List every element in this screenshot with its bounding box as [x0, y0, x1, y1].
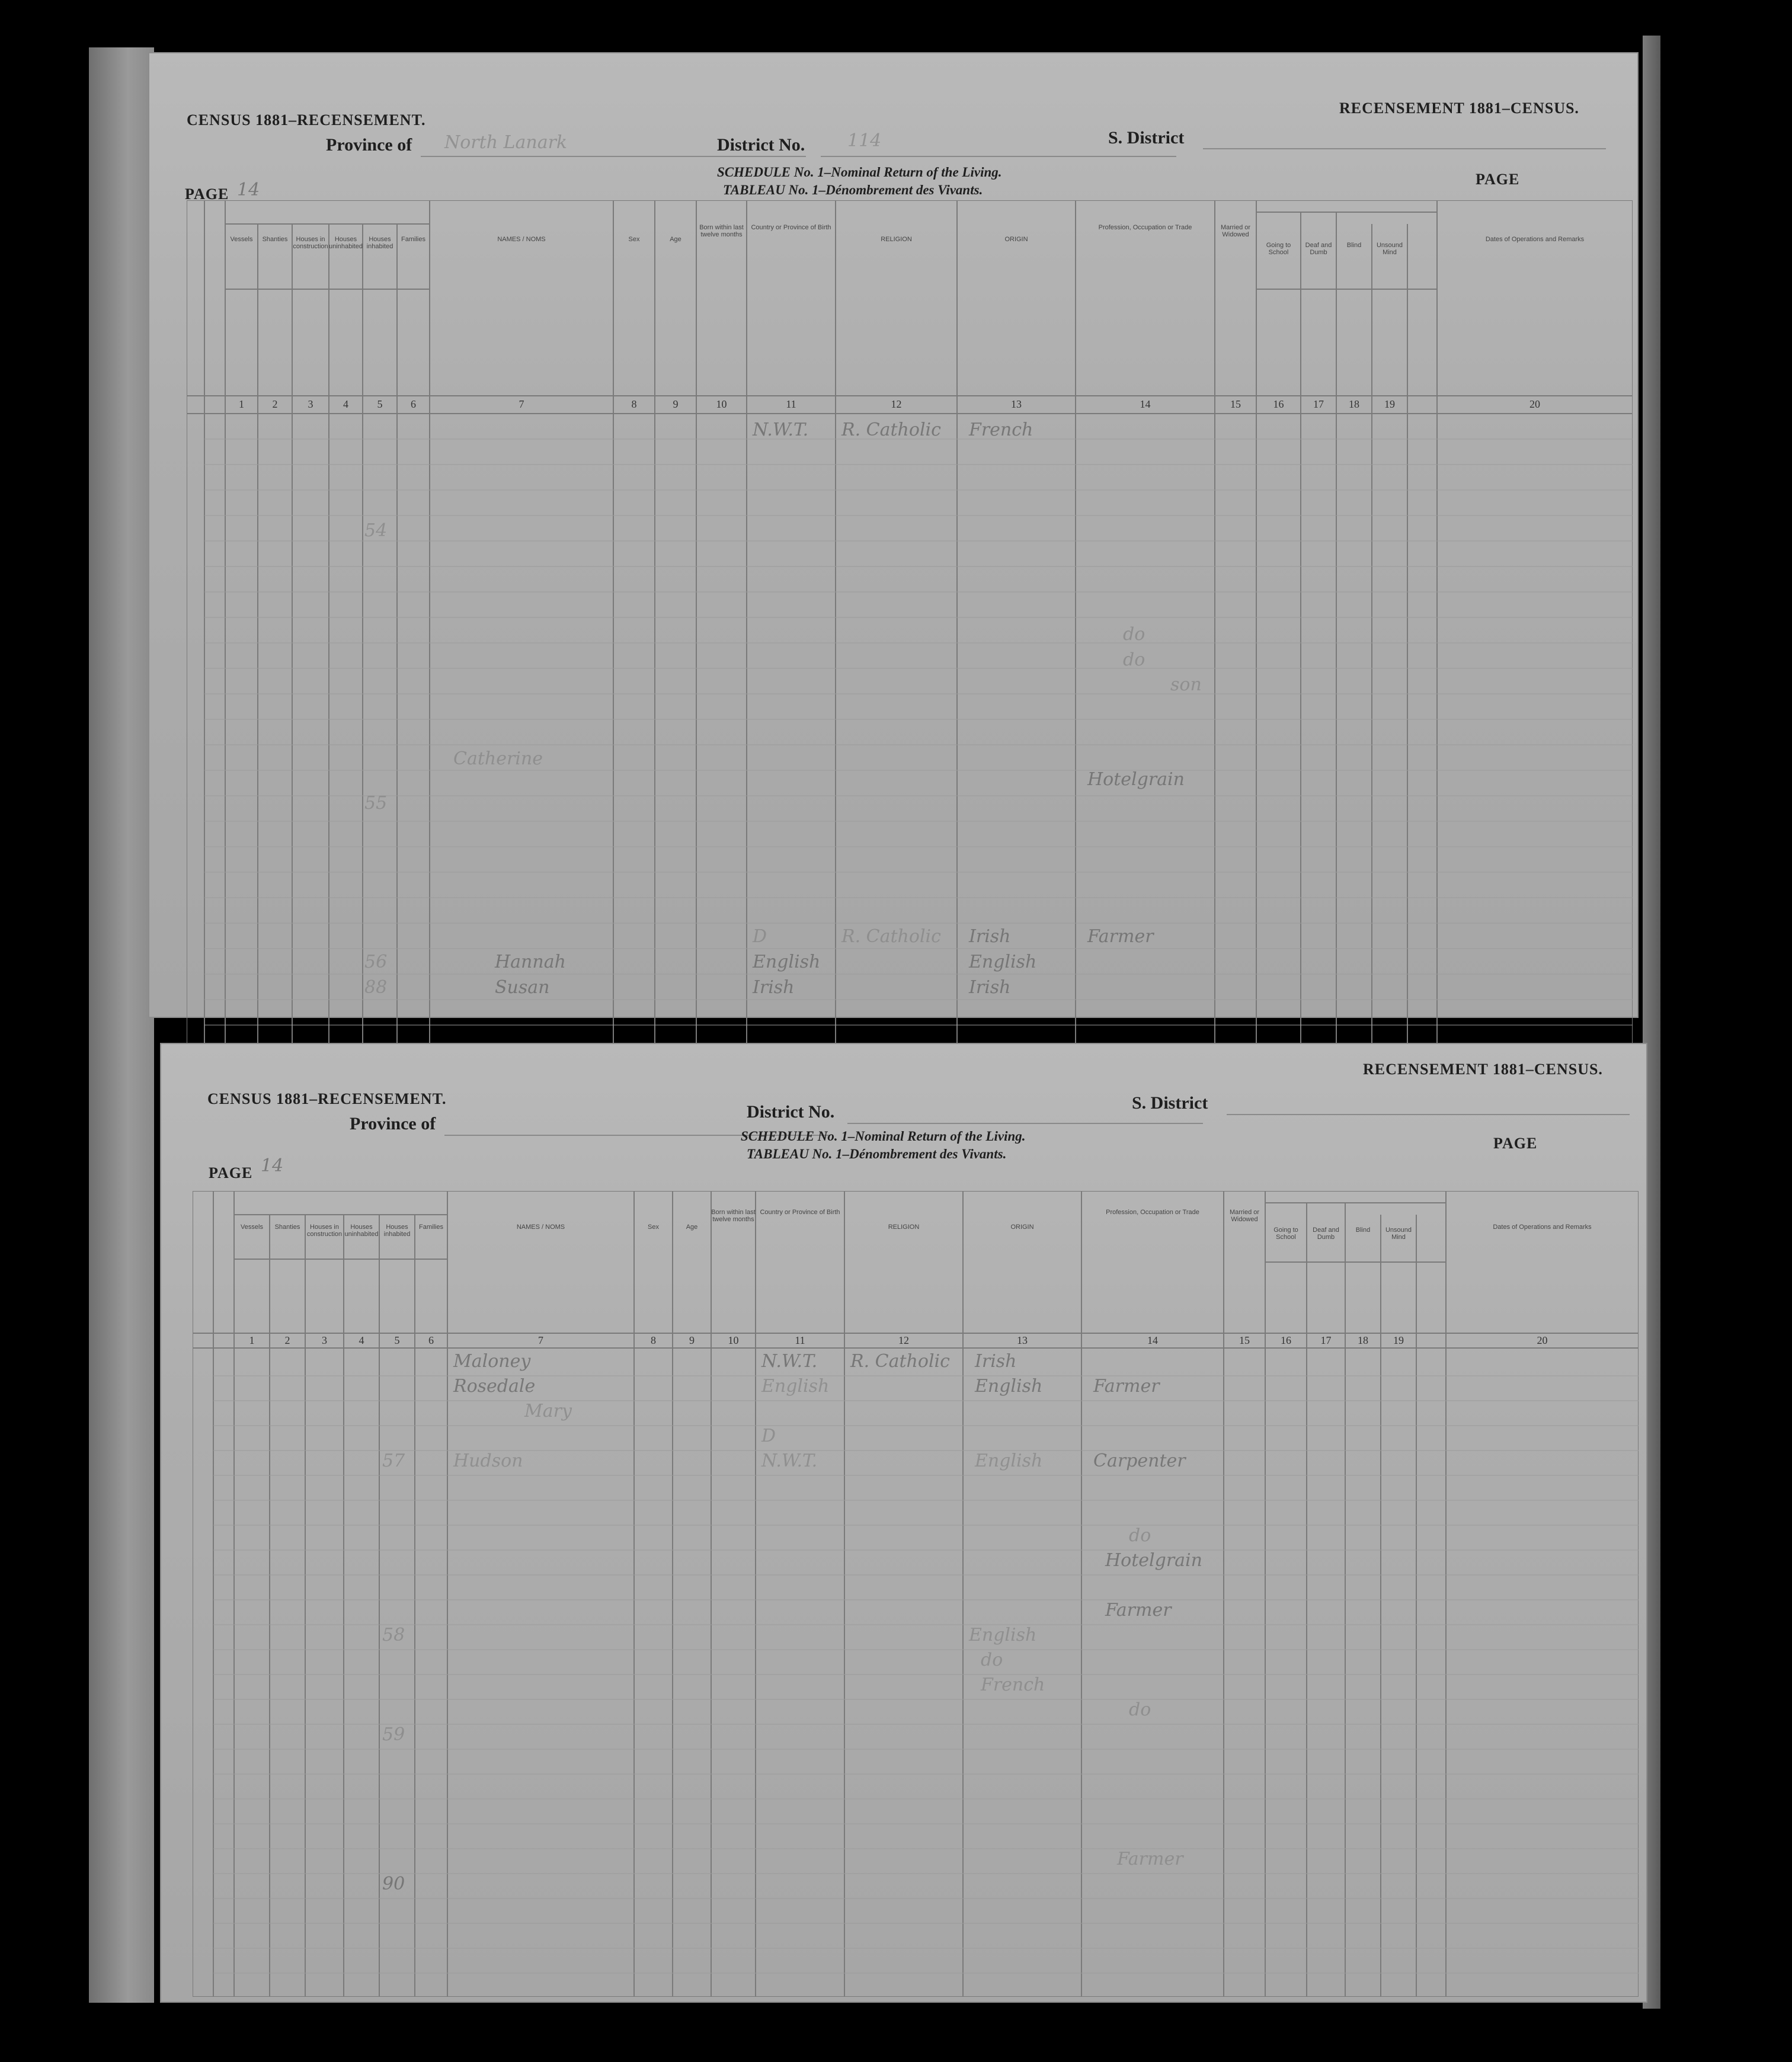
- col-head-2: Shanties: [274, 1224, 300, 1231]
- province-value: North Lanark: [444, 132, 568, 153]
- entry-col13-r13: do: [981, 1650, 1003, 1670]
- col-head-11: Country or Province of Birth: [751, 224, 831, 231]
- col-head-15: Married or Widowed: [1229, 1209, 1260, 1224]
- col-num-11: 11: [795, 1334, 805, 1346]
- entry-col12-r20: R. Catholic: [841, 926, 941, 947]
- col-num-3: 3: [308, 398, 313, 410]
- census-title-left: CENSUS 1881–RECENSEMENT.: [187, 111, 426, 129]
- col-num-18: 18: [1349, 398, 1359, 410]
- col-head-8: Sex: [628, 236, 640, 243]
- district-label: District No.: [747, 1102, 835, 1122]
- page-value: 14: [237, 180, 260, 200]
- schedule-en: SCHEDULE No. 1–Nominal Return of the Living.: [717, 165, 1002, 180]
- col-num-7: 7: [519, 398, 524, 410]
- entry-name-r3: Mary: [524, 1401, 572, 1421]
- col-num-16: 16: [1281, 1334, 1291, 1346]
- entry-col14-r20: Farmer: [1117, 1849, 1183, 1869]
- col-head-15: Married or Widowed: [1220, 224, 1251, 239]
- col-num-14: 14: [1140, 398, 1151, 410]
- entry-name-r5: Hudson: [453, 1451, 523, 1471]
- entry-col11-r1: N.W.T.: [753, 420, 809, 440]
- col-head-2: Shanties: [262, 236, 288, 243]
- col-head-19: Unsound Mind: [1385, 1227, 1412, 1241]
- col-num-9: 9: [689, 1334, 695, 1346]
- col-head-3: Houses in construction: [293, 236, 328, 251]
- col-head-8: Sex: [648, 1224, 659, 1231]
- entry-col11-r4: D: [761, 1426, 776, 1446]
- entry-col14-r9: do: [1123, 624, 1145, 645]
- col-num-6: 6: [428, 1334, 434, 1346]
- col-head-6: Families: [401, 236, 425, 243]
- col-num-19: 19: [1384, 398, 1395, 410]
- district-line: [847, 1123, 1203, 1124]
- col-num-7: 7: [538, 1334, 543, 1346]
- entry-col12-r1: R. Catholic: [841, 420, 941, 440]
- table-grid-bottom: [193, 1191, 1639, 1997]
- col-num-4: 4: [343, 398, 348, 410]
- entry-col12-r1: R. Catholic: [850, 1351, 950, 1372]
- entry-col6-r22: 88: [364, 977, 388, 998]
- col-num-6: 6: [411, 398, 416, 410]
- entry-col5-r12: 58: [382, 1625, 405, 1645]
- entry-col11-r2: English: [761, 1376, 830, 1397]
- entry-col5-r5: 57: [382, 1451, 405, 1471]
- entry-col5-r15: 55: [364, 793, 388, 814]
- col-head-16: Going to School: [1273, 1227, 1298, 1241]
- col-head-13: ORIGIN: [1010, 1224, 1034, 1231]
- col-head-12: RELIGION: [881, 236, 912, 243]
- col-head-5: Houses inhabited: [383, 1224, 411, 1238]
- entry-col13-r2: English: [975, 1376, 1043, 1397]
- entry-name-r22: Susan: [495, 977, 550, 998]
- entry-col13-r22: Irish: [969, 977, 1011, 998]
- col-head-18: Blind: [1355, 1227, 1371, 1234]
- entry-name-r1: Maloney: [453, 1351, 531, 1372]
- col-head-20: Dates of Operations and Remarks: [1493, 1224, 1592, 1231]
- entry-col13-r1: Irish: [975, 1351, 1017, 1372]
- col-num-12: 12: [891, 398, 902, 410]
- col-head-1: Vessels: [230, 236, 253, 243]
- entry-col14-r15: do: [1129, 1699, 1151, 1720]
- page-label: PAGE: [209, 1164, 253, 1182]
- col-head-3: Houses in construction: [306, 1224, 343, 1238]
- col-num-20: 20: [1537, 1334, 1548, 1346]
- col-head-14: Profession, Occupation or Trade: [1106, 1209, 1199, 1216]
- book-binding: [89, 47, 154, 2003]
- schedule-fr: TABLEAU No. 1–Dénombrement des Vivants.: [723, 182, 983, 197]
- col-num-17: 17: [1313, 398, 1324, 410]
- census-title-left: CENSUS 1881–RECENSEMENT.: [207, 1090, 447, 1107]
- page-label: PAGE: [185, 185, 229, 203]
- col-head-9: Age: [686, 1224, 698, 1231]
- entry-col13-r1: French: [969, 420, 1033, 440]
- entry-col14-r8: do: [1129, 1525, 1151, 1546]
- col-num-8: 8: [631, 398, 637, 410]
- col-num-9: 9: [673, 398, 679, 410]
- col-head-11: Country or Province of Birth: [760, 1209, 840, 1216]
- entry-name-r14: Catherine: [453, 748, 543, 769]
- col-head-17: Deaf and Dumb: [1313, 1227, 1339, 1241]
- province-label: Province of: [350, 1114, 436, 1134]
- col-num-8: 8: [651, 1334, 656, 1346]
- page-value: 14: [261, 1155, 284, 1176]
- col-num-2: 2: [284, 1334, 290, 1346]
- entry-col11-r22: Irish: [753, 977, 795, 998]
- col-num-17: 17: [1320, 1334, 1332, 1346]
- entry-col13-r14: French: [981, 1674, 1045, 1695]
- entry-col11-r1: N.W.T.: [761, 1351, 818, 1372]
- col-head-4: Houses uninhabited: [344, 1224, 379, 1238]
- sdistrict-line: [1203, 148, 1606, 149]
- province-line: [421, 156, 806, 157]
- col-num-10: 10: [728, 1334, 739, 1346]
- col-head-12: RELIGION: [888, 1224, 920, 1231]
- col-num-20: 20: [1529, 398, 1540, 410]
- schedule-en: SCHEDULE No. 1–Nominal Return of the Living.: [741, 1129, 1026, 1144]
- col-head-10: Born within last twelve months: [711, 1209, 756, 1224]
- col-head-7: NAMES / NOMS: [516, 1224, 565, 1231]
- census-sheet-top: [148, 52, 1639, 1018]
- sdistrict-label: S. District: [1108, 128, 1185, 148]
- entry-name-r21: Hannah: [495, 952, 566, 972]
- page-label-right: PAGE: [1493, 1135, 1538, 1152]
- col-num-10: 10: [716, 398, 727, 410]
- entry-col5-r5: 54: [364, 520, 388, 541]
- entry-col11-r5: N.W.T.: [761, 1451, 818, 1471]
- col-num-3: 3: [322, 1334, 327, 1346]
- entry-col5-r21: 90: [382, 1874, 405, 1894]
- entry-col5-r16: 59: [382, 1724, 405, 1745]
- census-title-right: RECENSEMENT 1881–CENSUS.: [1363, 1061, 1603, 1078]
- col-num-16: 16: [1273, 398, 1284, 410]
- col-head-20: Dates of Operations and Remarks: [1485, 236, 1585, 243]
- entry-col13-r12: English: [969, 1625, 1037, 1645]
- col-head-1: Vessels: [241, 1224, 263, 1231]
- col-num-13: 13: [1017, 1334, 1028, 1346]
- entry-col14-r15: Hotelgrain: [1087, 769, 1185, 790]
- col-num-15: 15: [1230, 398, 1241, 410]
- col-head-10: Born within last twelve months: [699, 224, 744, 239]
- col-head-17: Deaf and Dumb: [1305, 242, 1332, 257]
- col-num-15: 15: [1239, 1334, 1250, 1346]
- district-label: District No.: [717, 135, 805, 155]
- entry-col14-r2: Farmer: [1093, 1376, 1160, 1397]
- col-num-2: 2: [272, 398, 278, 410]
- entry-col13-r21: English: [969, 952, 1037, 972]
- entry-col5-r21: 56: [364, 952, 388, 972]
- census-table-bottom: [193, 1191, 1639, 1997]
- col-head-6: Families: [419, 1224, 443, 1231]
- district-value: 114: [847, 130, 882, 151]
- entry-col14-r11: son: [1170, 674, 1202, 695]
- entry-col11-r21: English: [753, 952, 821, 972]
- col-head-19: Unsound Mind: [1376, 242, 1403, 257]
- page-label-right: PAGE: [1476, 171, 1520, 188]
- census-title-right: RECENSEMENT 1881–CENSUS.: [1339, 100, 1579, 117]
- entry-col14-r20: Farmer: [1087, 926, 1154, 947]
- sdistrict-line: [1227, 1114, 1630, 1115]
- col-num-13: 13: [1011, 398, 1022, 410]
- col-num-14: 14: [1147, 1334, 1158, 1346]
- col-num-12: 12: [898, 1334, 909, 1346]
- entry-name-r2: Rosedale: [453, 1376, 536, 1397]
- district-line: [821, 156, 1176, 157]
- col-num-18: 18: [1358, 1334, 1368, 1346]
- col-num-5: 5: [377, 398, 383, 410]
- col-head-13: ORIGIN: [1004, 236, 1028, 243]
- col-head-9: Age: [670, 236, 681, 243]
- sdistrict-label: S. District: [1132, 1093, 1208, 1113]
- col-num-4: 4: [359, 1334, 364, 1346]
- col-num-19: 19: [1393, 1334, 1404, 1346]
- entry-col14-r12: Farmer: [1105, 1600, 1172, 1621]
- col-head-4: Houses uninhabited: [329, 236, 363, 251]
- schedule-fr: TABLEAU No. 1–Dénombrement des Vivants.: [747, 1147, 1007, 1161]
- col-num-11: 11: [786, 398, 796, 410]
- col-head-18: Blind: [1346, 242, 1362, 249]
- entry-col14-r5: Carpenter: [1093, 1451, 1186, 1471]
- col-num-5: 5: [394, 1334, 400, 1346]
- col-num-1: 1: [239, 398, 244, 410]
- col-num-1: 1: [249, 1334, 255, 1346]
- province-label: Province of: [326, 135, 412, 155]
- col-head-16: Going to School: [1266, 242, 1291, 257]
- entry-col14-r10: do: [1123, 649, 1145, 670]
- col-head-5: Houses inhabited: [366, 236, 393, 251]
- census-table-top: [187, 200, 1633, 1071]
- col-head-14: Profession, Occupation or Trade: [1098, 224, 1192, 231]
- census-sheet-bottom: [160, 1043, 1647, 2003]
- entry-col14-r9: Hotelgrain: [1105, 1550, 1202, 1571]
- entry-col11-r20: D: [753, 926, 767, 947]
- col-head-7: NAMES / NOMS: [497, 236, 546, 243]
- entry-col13-r5: English: [975, 1451, 1043, 1471]
- entry-col13-r20: Irish: [969, 926, 1011, 947]
